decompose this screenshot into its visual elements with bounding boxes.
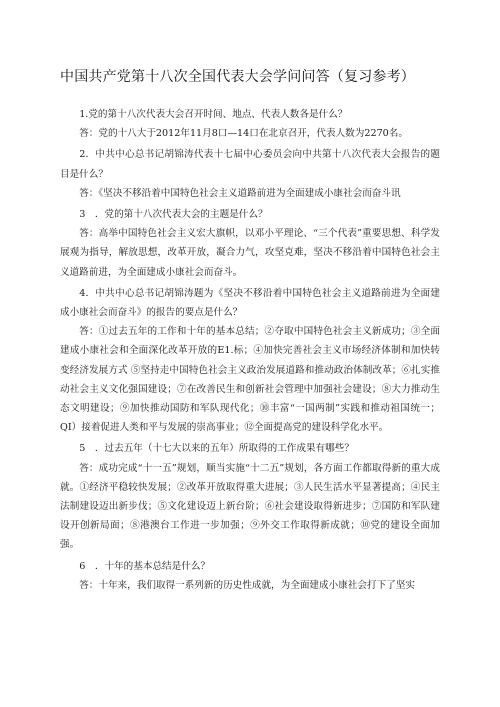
question-4: 4．中共中心总书记胡锦涛题为《坚决不移沿着中国特色社会主义道路前进为全面建成小康社会而奋斗》的报告的要点是什么？ xyxy=(60,287,440,319)
answer-2: 答：《坚决不移沿着中国特色社会主义道路前进为全面建成小康社会而奋斗讯 xyxy=(79,187,401,199)
question-1: 1.党的第十八次代表大会召开时间、地点、代表人数各是什么？ xyxy=(79,109,348,120)
qa-list xyxy=(60,104,440,597)
question-6: 6 ．十年的基本总结是什么？ xyxy=(79,560,211,572)
answer-6: 答：十年来，我们取得一系列新的历史性成就，为全面建成小康社会打下了坚实 xyxy=(79,579,415,591)
question-2: 2．中共中心总书记胡锦涛代表十七届中心委员会向中共第十八次代表大会报告的题目是什么？ xyxy=(60,149,440,180)
answer-1: 答：党的十八大于2012年11月8口—14口在北京召开，代表人数为2270名。 xyxy=(79,128,408,140)
question-5: 5 ．过去五年（十七大以来的五年）所取得的工作成果有哪些？ xyxy=(79,443,354,455)
question-3: 3 ．党的第十八次代表大会的主题是什么？ xyxy=(79,209,268,221)
page-title: 中国共产党第十八次全国代表大会学问问答（复习参考） xyxy=(60,69,415,85)
answer-4: 答：①过去五年的工作和十年的基本总结；②夺取中国特色社会主义新成功；③全面建成小康社会和全面深化改革开放的E1.标；④加快完善社会主义市场经济体制和加快转变经济发展方式 ⑤坚持走中国特色社会主义政治发展道路和推动政治体制改革；⑥扎实推动社会主义文化强国建设；⑦在改善民生和创新社会管理中加强社会建设；⑧大力推动生态文明建设；⑨加快推动国防和军队现代化；⑩丰富“一国两制”实践和推动祖国统一；QI）接着促进人类和平与发展的崇高事业；⑫全面提高党的建设科学化水平。 xyxy=(60,326,440,434)
answer-3: 答：高举中国特色社会主义宏大旗帜，以邓小平理论、“三个代表”重要思想、科学发展观为指导，解放思想，改革开放，凝合力气，攻坚克难，坚决不移沿着中国特色社会主义道路前进，为全面建成小康社会而奋斗。 xyxy=(60,228,440,278)
answer-5: 答：成功完成“十一五”规划，顺当实施“十二五”规划，各方面工作都取得新的重大成就。①经济平稳较快发展；②改革开放取得重大进展；③人民生活水平显著提高；④民主法制建设迈出新步伐；⑤文化建设迈上新台阶；⑥社会建设取得新进步；⑦国防和军队建设开创新局面；⑧港澳台工作进一步加强；⑨外交工作取得新成就；⑩党的建设全面加强。 xyxy=(60,462,440,551)
